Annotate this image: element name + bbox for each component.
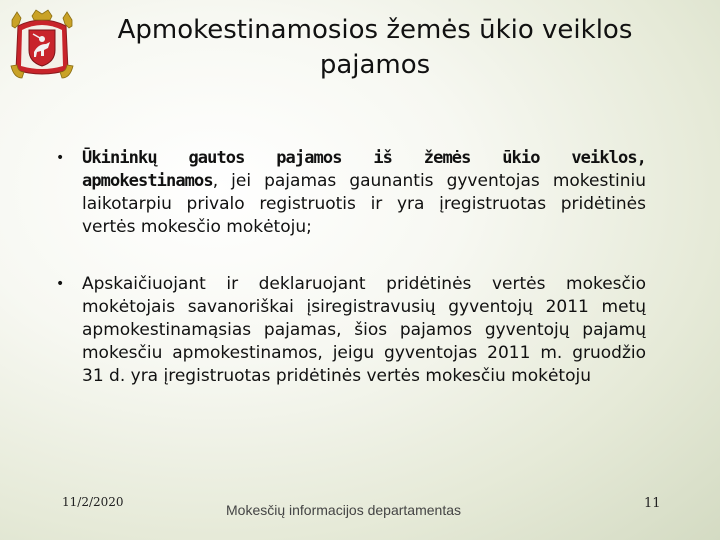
footer-department: Mokesčių informacijos departamentas xyxy=(226,502,461,518)
slide-title: Apmokestinamosios žemės ūkio veiklos pajamos xyxy=(117,15,633,80)
bullet-lead-text: Ūkininkų gautos pajamos iš žemės ūkio veiklos, apmokestinamos xyxy=(82,148,646,191)
bullet-item xyxy=(56,147,646,239)
bullet-item xyxy=(56,273,646,388)
page-number: 11 xyxy=(644,496,661,511)
bullet-body-text: , jei pajamas gaunantis gyventojas mokestiniu laikotarpiu privalo registruotis ir yra įregistruotas pridėtinės vertės mokesčio mokėtoju; xyxy=(82,171,646,237)
bullet-marker: • xyxy=(56,150,65,166)
bullet-body-text: Apskaičiuojant ir deklaruojant pridėtinės vertės mokesčio mokėtojais savanoriškai įsiregistravusių gyventojų 2011 metų apmokestinamąsias pajamas, šios pajamos gyventojų pajamų mokesčiu apmokestinamos, jeigu gyventojas 2011 m. gruodžio 31 d. yra įregistruotas pridėtinės vertės mokesčiu mokėtoju xyxy=(82,274,646,386)
footer-date: 11/2/2020 xyxy=(62,495,124,509)
lithuania-coat-of-arms-icon xyxy=(8,8,76,80)
bullet-marker: • xyxy=(56,276,65,292)
bullet-list xyxy=(56,147,646,388)
